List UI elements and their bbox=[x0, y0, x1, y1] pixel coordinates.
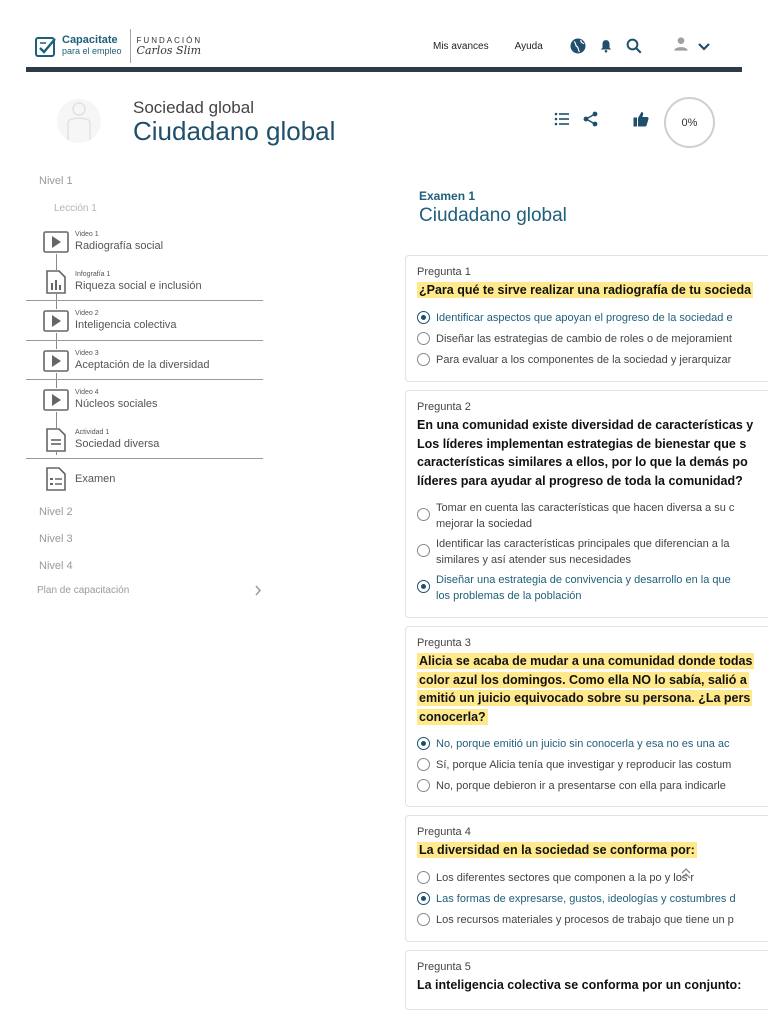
sidebar-item-label: Examen bbox=[75, 473, 116, 485]
answer-option-text: Para evaluar a los componentes de la sociedad y jerarquizar bbox=[436, 354, 732, 366]
question-card-5 bbox=[405, 950, 768, 1010]
question-text bbox=[417, 976, 768, 995]
question-line: En una comunidad existe diversidad de características y bbox=[417, 418, 754, 432]
thumbs-up-icon[interactable] bbox=[633, 111, 649, 127]
share-icon[interactable] bbox=[583, 111, 598, 127]
sidebar-lesson-1[interactable]: Lección 1 bbox=[54, 203, 97, 214]
infographic-icon bbox=[43, 270, 69, 294]
capacitate-logo-text bbox=[62, 35, 122, 57]
radio-unselected[interactable] bbox=[417, 779, 430, 792]
plan-label: Plan de capacitación bbox=[37, 585, 130, 596]
search-icon[interactable] bbox=[625, 37, 643, 55]
question-line: características similares a ellos, por lo que la demás po bbox=[417, 455, 748, 469]
fundacion-line-1: FUNDACIÓN bbox=[136, 36, 203, 45]
capacitate-logo-icon bbox=[34, 34, 58, 58]
sidebar-item-infografia-1[interactable] bbox=[26, 262, 263, 302]
question-line: La diversidad en la sociedad se conforma por: bbox=[419, 843, 695, 857]
answer-option-text: Tomar en cuenta las características que hacen diversa a su c mejorar la sociedad bbox=[436, 502, 735, 530]
capacitate-logo[interactable] bbox=[26, 29, 202, 63]
top-nav bbox=[433, 24, 710, 68]
question-line: ¿Para qué te sirve realizar una radiografía de tu socieda bbox=[419, 283, 752, 297]
question-line: líderes para ayudar al progreso de toda la comunidad? bbox=[417, 473, 743, 488]
question-line: Alicia se acaba de mudar a una comunidad donde todas bbox=[419, 654, 753, 668]
sidebar-level-2[interactable]: Nivel 2 bbox=[39, 505, 73, 518]
answer-option[interactable] bbox=[417, 536, 768, 568]
question-card-3 bbox=[405, 626, 768, 807]
activity-icon bbox=[43, 428, 69, 452]
logo-line-2: para el empleo bbox=[62, 46, 122, 56]
logo-line-1: Capacitate bbox=[62, 34, 118, 46]
answer-option[interactable] bbox=[417, 757, 768, 773]
sidebar-item-label: Aceptación de la diversidad bbox=[75, 358, 210, 371]
radio-unselected[interactable] bbox=[417, 871, 430, 884]
sidebar-item-type: Video 4 bbox=[75, 389, 99, 396]
sidebar-item-actividad-1[interactable] bbox=[26, 420, 263, 460]
radio-unselected[interactable] bbox=[417, 913, 430, 926]
question-text bbox=[417, 281, 768, 300]
answer-option-text: No, porque debieron ir a presentarse con ella para indicarle bbox=[436, 780, 726, 792]
sidebar-item-label: Radiografía social bbox=[75, 240, 164, 252]
answer-option[interactable] bbox=[417, 331, 768, 347]
sidebar-item-type: Video 3 bbox=[75, 349, 99, 357]
question-label: Pregunta 5 bbox=[417, 961, 471, 973]
video-play-icon bbox=[43, 388, 69, 412]
answer-option[interactable] bbox=[417, 891, 768, 907]
question-card-4 bbox=[405, 815, 768, 942]
header-divider-bar bbox=[26, 67, 742, 72]
answer-option[interactable] bbox=[417, 352, 768, 368]
answer-option-text: Los diferentes sectores que componen a la po y los r bbox=[436, 872, 695, 884]
question-label: Pregunta 2 bbox=[417, 401, 471, 413]
question-text bbox=[417, 416, 768, 490]
answer-option-text: Diseñar una estrategia de convivencia y desarrollo en la que los problemas de la población bbox=[436, 574, 731, 602]
course-subtitle: Sociedad global bbox=[133, 98, 254, 117]
sidebar-item-video-2[interactable] bbox=[26, 301, 263, 341]
question-label: Pregunta 4 bbox=[417, 826, 471, 838]
answer-option[interactable] bbox=[417, 500, 768, 532]
chevron-right-icon bbox=[254, 585, 262, 599]
video-play-icon bbox=[43, 309, 69, 333]
nav-mis-avances[interactable]: Mis avances bbox=[433, 40, 489, 52]
exam-label: Examen 1 bbox=[419, 189, 476, 203]
answer-option[interactable] bbox=[417, 870, 768, 886]
sidebar-item-label: Riqueza social e inclusión bbox=[75, 279, 202, 292]
sidebar-level-4[interactable]: Nivel 4 bbox=[39, 559, 73, 572]
radio-unselected[interactable] bbox=[417, 353, 430, 366]
exam-title: Ciudadano global bbox=[419, 205, 567, 226]
fundacion-logo bbox=[137, 36, 203, 56]
radio-unselected[interactable] bbox=[417, 544, 430, 557]
radio-selected[interactable] bbox=[417, 737, 430, 750]
scroll-to-top-icon[interactable] bbox=[679, 866, 693, 880]
sidebar-item-type: Actividad 1 bbox=[75, 428, 110, 436]
question-line: conocerla? bbox=[419, 709, 486, 724]
question-line: color azul los domingos. Como ella NO lo sabía, salió a bbox=[419, 672, 747, 687]
sidebar-item-type: Video 1 bbox=[75, 231, 99, 238]
user-icon bbox=[673, 36, 689, 57]
answer-option[interactable] bbox=[417, 778, 768, 794]
answer-option[interactable] bbox=[417, 572, 768, 604]
course-avatar-icon bbox=[56, 96, 102, 146]
logo-divider bbox=[130, 29, 131, 63]
radio-selected[interactable] bbox=[417, 580, 430, 593]
chevron-down-icon bbox=[698, 42, 710, 51]
course-title: Ciudadano global bbox=[133, 116, 336, 146]
globe-icon[interactable] bbox=[569, 37, 587, 55]
plan-de-capacitacion-link[interactable] bbox=[26, 580, 263, 602]
lesson-item-list bbox=[26, 222, 263, 499]
answer-option[interactable] bbox=[417, 736, 768, 752]
question-text bbox=[417, 841, 768, 860]
sidebar-item-type: Video 2 bbox=[75, 310, 99, 317]
sidebar-item-label: Inteligencia colectiva bbox=[75, 319, 177, 331]
radio-selected[interactable] bbox=[417, 311, 430, 324]
course-progress-indicator: 0% bbox=[664, 97, 715, 148]
sidebar-item-video-3[interactable] bbox=[26, 341, 263, 381]
sidebar-item-label: Sociedad diversa bbox=[75, 437, 160, 450]
sidebar-item-video-4[interactable] bbox=[26, 380, 263, 420]
sidebar-level-1[interactable]: Nivel 1 bbox=[39, 175, 73, 187]
question-label: Pregunta 3 bbox=[417, 637, 471, 649]
answer-option-text: Identificar aspectos que apoyan el progreso de la sociedad e bbox=[436, 312, 733, 324]
question-text bbox=[417, 652, 768, 726]
video-play-icon bbox=[43, 349, 69, 373]
answer-option[interactable] bbox=[417, 912, 768, 928]
video-play-icon bbox=[43, 230, 69, 254]
list-icon[interactable] bbox=[554, 112, 570, 126]
answer-option-text: Identificar las características principales que diferencian a la similares y así atender sus necesidades bbox=[436, 538, 730, 566]
sidebar-item-label: Núcleos sociales bbox=[75, 398, 158, 410]
answer-option[interactable] bbox=[417, 310, 768, 326]
sidebar-level-3[interactable]: Nivel 3 bbox=[39, 532, 73, 545]
question-line: emitió un juicio equivocado sobre su persona. ¿La pers bbox=[419, 691, 751, 705]
bell-icon[interactable] bbox=[599, 38, 613, 54]
nav-ayuda[interactable]: Ayuda bbox=[514, 40, 543, 52]
user-menu[interactable] bbox=[673, 36, 710, 57]
radio-selected[interactable] bbox=[417, 892, 430, 905]
question-card-1 bbox=[405, 255, 768, 382]
question-card-2 bbox=[405, 390, 768, 618]
answer-option-text: Sí, porque Alicia tenía que investigar y reproducir las costum bbox=[436, 759, 732, 771]
sidebar-item-examen[interactable] bbox=[26, 459, 263, 499]
sidebar-item-type: Infografía 1 bbox=[75, 270, 111, 278]
exam-icon bbox=[43, 467, 69, 491]
answer-option-text: Diseñar las estrategias de cambio de roles o de mejoramient bbox=[436, 333, 732, 345]
radio-unselected[interactable] bbox=[417, 758, 430, 771]
question-line: La inteligencia colectiva se conforma por un conjunto: bbox=[417, 978, 742, 992]
radio-unselected[interactable] bbox=[417, 332, 430, 345]
course-toolbar bbox=[554, 111, 649, 127]
radio-unselected[interactable] bbox=[417, 508, 430, 521]
answer-option-text: Los recursos materiales y procesos de trabajo que tiene un p bbox=[436, 914, 734, 926]
fundacion-line-2: Carlos Slim bbox=[136, 44, 202, 57]
question-label: Pregunta 1 bbox=[417, 266, 471, 278]
top-header bbox=[26, 24, 742, 68]
sidebar-item-video-1[interactable] bbox=[26, 222, 263, 262]
answer-option-text: Las formas de expresarse, gustos, ideologías y costumbres d bbox=[436, 893, 736, 905]
answer-option-text: No, porque emitió un juicio sin conocerla y esa no es una ac bbox=[436, 738, 730, 750]
course-sidebar bbox=[26, 168, 263, 580]
question-line: Los líderes implementan estrategias de bienestar que s bbox=[417, 436, 747, 451]
